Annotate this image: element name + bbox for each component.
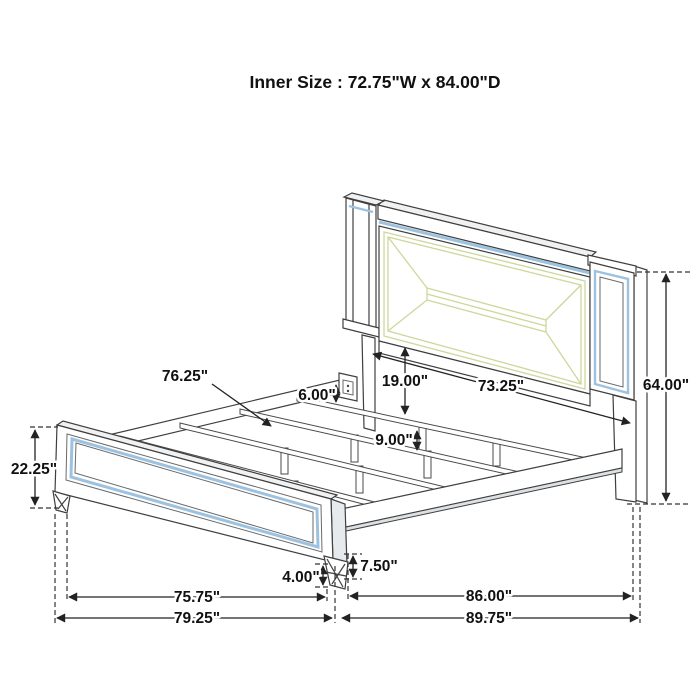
diagram-title: Inner Size : 72.75"W x 84.00"D — [249, 72, 501, 92]
footboard-right-foot — [324, 556, 348, 589]
dim-inner-leg-width: 73.25" — [477, 378, 525, 395]
dim-foot-height: 4.00" — [282, 569, 320, 586]
headboard-right-leg — [613, 395, 636, 502]
dim-headboard-height: 64.00" — [642, 377, 690, 394]
dim-overall-depth: 89.75" — [465, 610, 513, 627]
dim-rail-drop: 6.00" — [298, 387, 336, 404]
dim-rail-length: 86.00" — [465, 588, 513, 605]
dim-footboard-height: 22.25" — [10, 461, 58, 478]
dim-footboard-width: 79.25" — [173, 610, 221, 627]
dim-slat-width: 76.25" — [161, 368, 209, 385]
dim-rail-clearance: 7.50" — [360, 558, 398, 575]
footboard — [53, 421, 348, 589]
dim-slat-height: 9.00" — [375, 432, 413, 449]
dim-footboard-inner-w: 75.75" — [173, 589, 221, 606]
dim-headboard-clear: 19.00" — [381, 373, 429, 390]
